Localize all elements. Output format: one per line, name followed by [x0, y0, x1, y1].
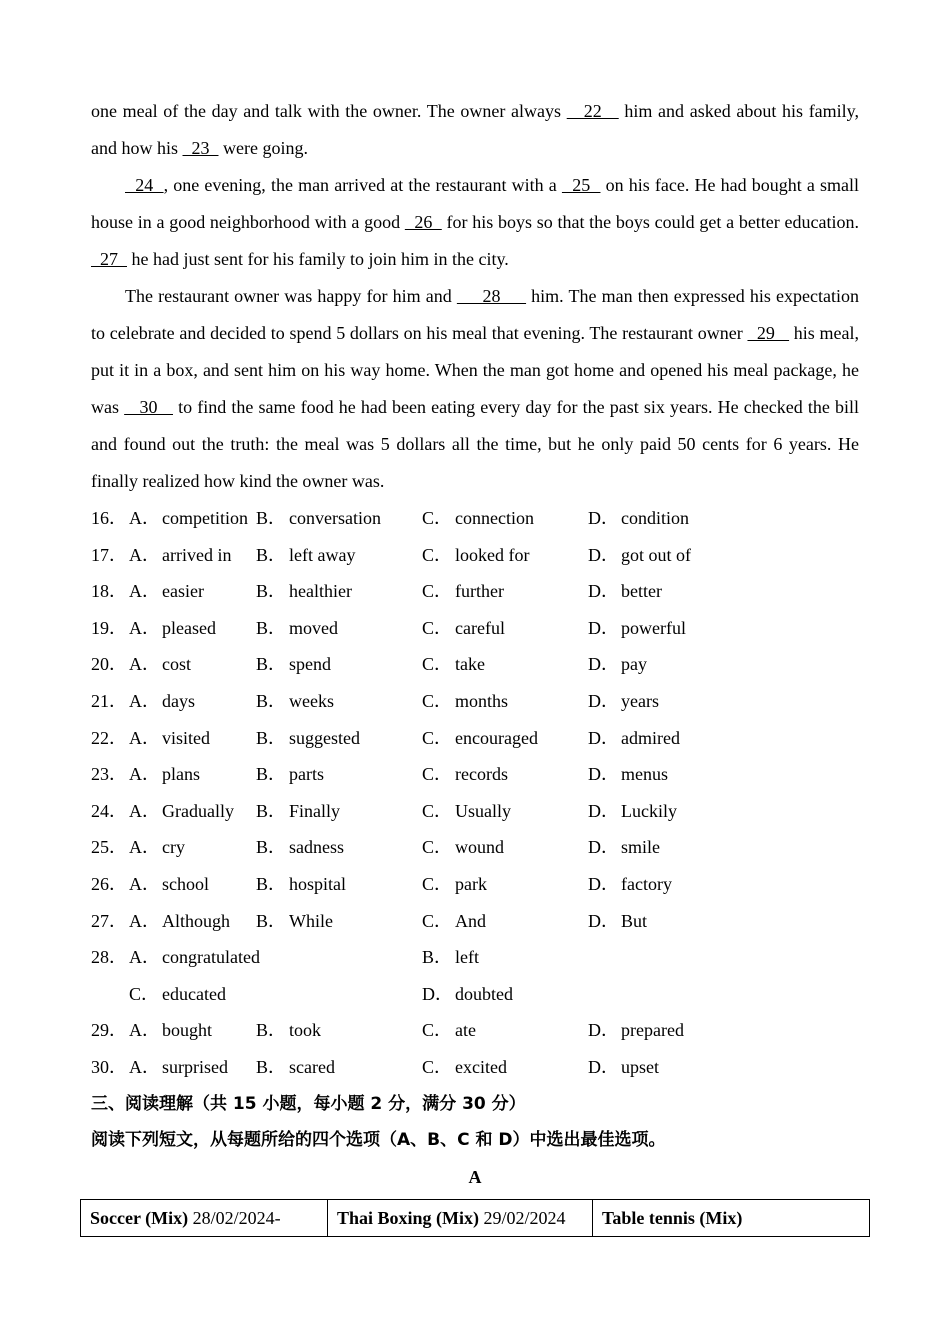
- question-17: [91, 537, 859, 574]
- option-d: D． better: [588, 581, 662, 602]
- option-a: A． Gradually: [129, 800, 234, 821]
- option-a: A． surprised: [129, 1056, 228, 1077]
- question-number: 27．: [91, 910, 127, 931]
- table-row: [81, 1200, 870, 1237]
- question-23: [91, 756, 859, 793]
- option-a: A． arrived in: [129, 544, 232, 565]
- option-b: B． left away: [256, 544, 356, 565]
- blank-23: 23: [182, 138, 219, 158]
- option-d: D． prepared: [588, 1020, 684, 1041]
- question-number: 20．: [91, 654, 127, 675]
- sport-date: 29/02/2024: [479, 1207, 566, 1228]
- option-b: B． took: [256, 1020, 322, 1041]
- option-b: B． parts: [256, 764, 324, 785]
- passage-text: his meal, put it in a box, and sent him on his way home. When the man got home and opened his meal package, he was: [91, 323, 860, 417]
- option-c: C． take: [422, 654, 485, 675]
- option-b: B． spend: [256, 654, 331, 675]
- passage-text: one meal of the day and talk with the owner. The owner always: [91, 101, 567, 121]
- option-d: D． powerful: [588, 617, 686, 638]
- question-19: [91, 610, 859, 647]
- document-page: [91, 93, 859, 1195]
- option-a: A． bought: [129, 1020, 213, 1041]
- option-c: C． records: [422, 764, 508, 785]
- option-d: D． upset: [588, 1056, 659, 1077]
- option-d: D． pay: [588, 654, 647, 675]
- passage-text: on his face. He had bought a small house in a good neighborhood with a good: [91, 175, 860, 232]
- option-a: A． cost: [129, 654, 191, 675]
- passage-text: The restaurant owner was happy for him and: [125, 286, 457, 306]
- question-27: [91, 903, 859, 940]
- blank-26: 26: [404, 212, 442, 232]
- question-number: 24．: [91, 800, 127, 821]
- option-b: B． conversation: [256, 508, 381, 528]
- sport-name: Soccer (Mix): [90, 1207, 189, 1228]
- option-d: D． got out of: [588, 544, 691, 565]
- option-b: B． weeks: [256, 690, 334, 711]
- passage-text: he had just sent for his family to join him in the city.: [127, 249, 509, 269]
- question-number: 25．: [91, 837, 127, 858]
- option-a: A． easier: [129, 581, 204, 602]
- blank-22: 22: [566, 101, 619, 121]
- blank-25: 25: [561, 175, 601, 195]
- question-28: [91, 939, 859, 976]
- option-b: B． healthier: [256, 581, 352, 602]
- option-c: C． further: [422, 581, 504, 602]
- passage-text: him. The man then expressed his expectation to celebrate and decided to spend 5 dollars on his meal that evening. The restaurant owner: [91, 286, 859, 343]
- question-25: [91, 829, 859, 866]
- passage-label: A: [468, 1166, 482, 1187]
- sport-name: Thai Boxing (Mix): [337, 1207, 480, 1228]
- passage-paragraph-2: [91, 167, 859, 278]
- option-a: A． visited: [129, 727, 210, 748]
- option-c: C． ate: [422, 1020, 476, 1041]
- option-d: D． menus: [588, 764, 668, 785]
- option-d: D． But: [588, 910, 648, 931]
- option-b: B． Finally: [256, 800, 341, 821]
- question-number: 26．: [91, 873, 127, 894]
- passage-text: , one evening, the man arrived at the restaurant with a: [163, 175, 562, 195]
- blank-29: 29: [747, 323, 790, 343]
- option-a: A． Although: [129, 910, 231, 931]
- option-d: D． condition: [588, 508, 689, 528]
- option-c: C． encouraged: [422, 727, 538, 748]
- question-30: [91, 1049, 859, 1086]
- option-a: A． congratulated: [129, 947, 260, 968]
- option-b: B． left: [422, 947, 479, 968]
- question-number: 16．: [91, 508, 127, 528]
- section-heading: 三、阅读理解（共 15 小题，每小题 2 分，满分 30 分）: [91, 1093, 526, 1114]
- question-21: [91, 683, 859, 720]
- option-d: D． factory: [588, 873, 672, 894]
- option-c: C． looked for: [422, 544, 530, 565]
- question-29: [91, 1012, 859, 1049]
- sport-name: Table tennis (Mix): [602, 1207, 743, 1228]
- question-number: 30．: [91, 1056, 127, 1077]
- passage-paragraph-1: [91, 93, 859, 167]
- option-d: D． admired: [588, 727, 680, 748]
- option-d: D． years: [588, 690, 659, 711]
- question-list: [91, 500, 859, 1086]
- question-22: [91, 720, 859, 757]
- option-c: C． careful: [422, 617, 505, 638]
- blank-28: 28: [456, 286, 527, 306]
- blank-27: 27: [91, 249, 127, 269]
- blank-24: 24: [125, 175, 164, 195]
- option-c: C． And: [422, 910, 486, 931]
- table-cell: [81, 1200, 328, 1237]
- option-b: B． suggested: [256, 727, 360, 748]
- option-a: A． competition: [129, 508, 248, 528]
- option-b: B． While: [256, 910, 333, 931]
- option-c: C． educated: [129, 983, 226, 1004]
- option-c: C． months: [422, 690, 509, 711]
- table-cell: [593, 1200, 870, 1237]
- option-c: C． excited: [422, 1056, 507, 1077]
- question-20: [91, 646, 859, 683]
- passage-text: to find the same food he had been eating every day for the past six years. He checked the bill and found out the truth: the meal was 5 dollars all the time, but he only paid 50 cents for 6 years. He finally realized how kind the owner was.: [91, 397, 860, 491]
- option-b: B． scared: [256, 1056, 335, 1077]
- question-26: [91, 866, 859, 903]
- question-28-continued: [91, 976, 859, 1013]
- option-c: C． connection: [422, 508, 534, 528]
- option-b: B． sadness: [256, 837, 344, 858]
- table-cell: [328, 1200, 593, 1237]
- option-d: D． smile: [588, 837, 660, 858]
- question-number: 18．: [91, 581, 127, 602]
- question-number: 28．: [91, 947, 127, 968]
- option-a: A． pleased: [129, 617, 216, 638]
- question-number: 19．: [91, 617, 127, 638]
- option-b: B． hospital: [256, 873, 346, 894]
- option-d: D． Luckily: [588, 800, 677, 821]
- passage-text: for his boys so that the boys could get a better education.: [441, 212, 859, 232]
- option-a: A． school: [129, 873, 209, 894]
- option-c: C． park: [422, 873, 487, 894]
- passage-paragraph-3: [91, 278, 859, 500]
- question-number: 17．: [91, 544, 127, 565]
- question-number: 23．: [91, 764, 127, 785]
- option-a: A． days: [129, 690, 195, 711]
- question-18: [91, 573, 859, 610]
- passage-text: were going.: [218, 138, 308, 158]
- section-instruction: 阅读下列短文，从每题所给的四个选项（A、B、C 和 D）中选出最佳选项。: [91, 1130, 666, 1151]
- question-number: 21．: [91, 690, 127, 711]
- option-c: C． Usually: [422, 800, 511, 821]
- question-number: 29．: [91, 1020, 127, 1041]
- sport-date: 28/02/2024-: [188, 1207, 281, 1228]
- option-a: A． cry: [129, 837, 185, 858]
- option-a: A． plans: [129, 764, 200, 785]
- option-c: C． wound: [422, 837, 504, 858]
- question-16: [91, 500, 859, 537]
- schedule-table: [80, 1199, 870, 1237]
- option-b: B． moved: [256, 617, 338, 638]
- question-24: [91, 793, 859, 830]
- passage-text: him and asked about his family, and how his: [91, 101, 860, 158]
- option-d: D． doubted: [422, 983, 513, 1004]
- blank-30: 30: [124, 397, 173, 417]
- question-number: 22．: [91, 727, 127, 748]
